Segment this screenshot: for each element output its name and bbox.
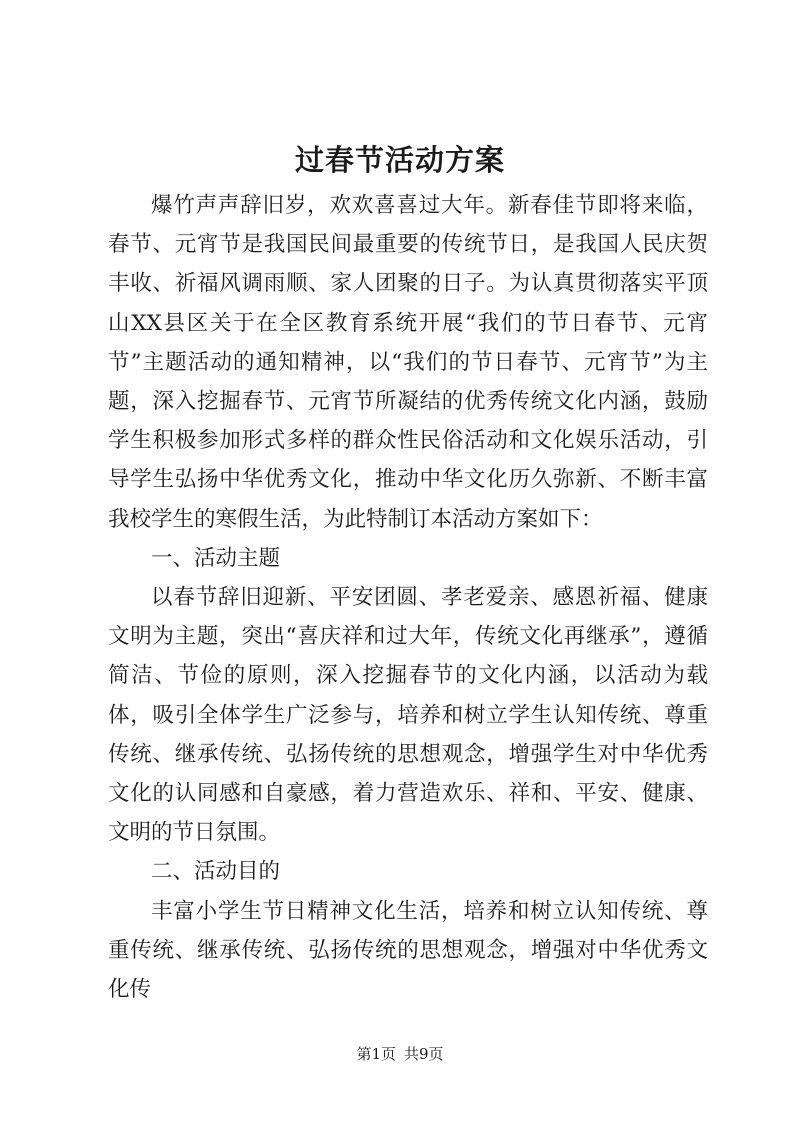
page-title: 过春节活动方案 (294, 143, 505, 177)
section-heading-purpose: 二、活动目的 (151, 859, 281, 885)
document-body (108, 186, 708, 1009)
page-footer (0, 1044, 800, 1064)
theme-paragraph: 以春节辞旧迎新、平安团圆、孝老爱亲、感恩祈福、健康文明为主题，突出“喜庆祥和过大年，传统文化再继承”，遵循简洁、节俭的原则，深入挖掘春节的文化内涵，以活动为载体，吸引全体学生广泛参与，培养和树立学生认知传统、尊重传统、继承传统、弘扬传统的思想观念，增强学生对中华优秀文化的认同感和自豪感，着力营造欢乐、祥和、平安、健康、文明的节日氛围。 (108, 585, 708, 846)
purpose-paragraph: 丰富小学生节日精神文化生活，培养和树立认知传统、尊重传统、继承传统、弘扬传统的思想观念，增强对中华优秀文化传 (108, 898, 708, 1003)
page-number: 第1页 (356, 1045, 396, 1063)
page-total: 共9页 (404, 1045, 444, 1063)
section-heading-theme: 一、活动主题 (151, 545, 281, 571)
intro-paragraph: 爆竹声声辞旧岁，欢欢喜喜过大年。新春佳节即将来临，春节、元宵节是我国民间最重要的传统节日，是我国人民庆贺丰收、祈福风调雨顺、家人团聚的日子。为认真贯彻落实平顶山XX县区关于在全区教育系统开展“我们的节日春节、元宵节”主题活动的通知精神，以“我们的节日春节、元宵节”为主题，深入挖掘春节、元宵节所凝结的优秀传统文化内涵，鼓励学生积极参加形式多样的群众性民俗活动和文化娱乐活动，引导学生弘扬中华优秀文化，推动中华文化历久弥新、不断丰富我校学生的寒假生活，为此特制订本活动方案如下： (108, 193, 708, 532)
